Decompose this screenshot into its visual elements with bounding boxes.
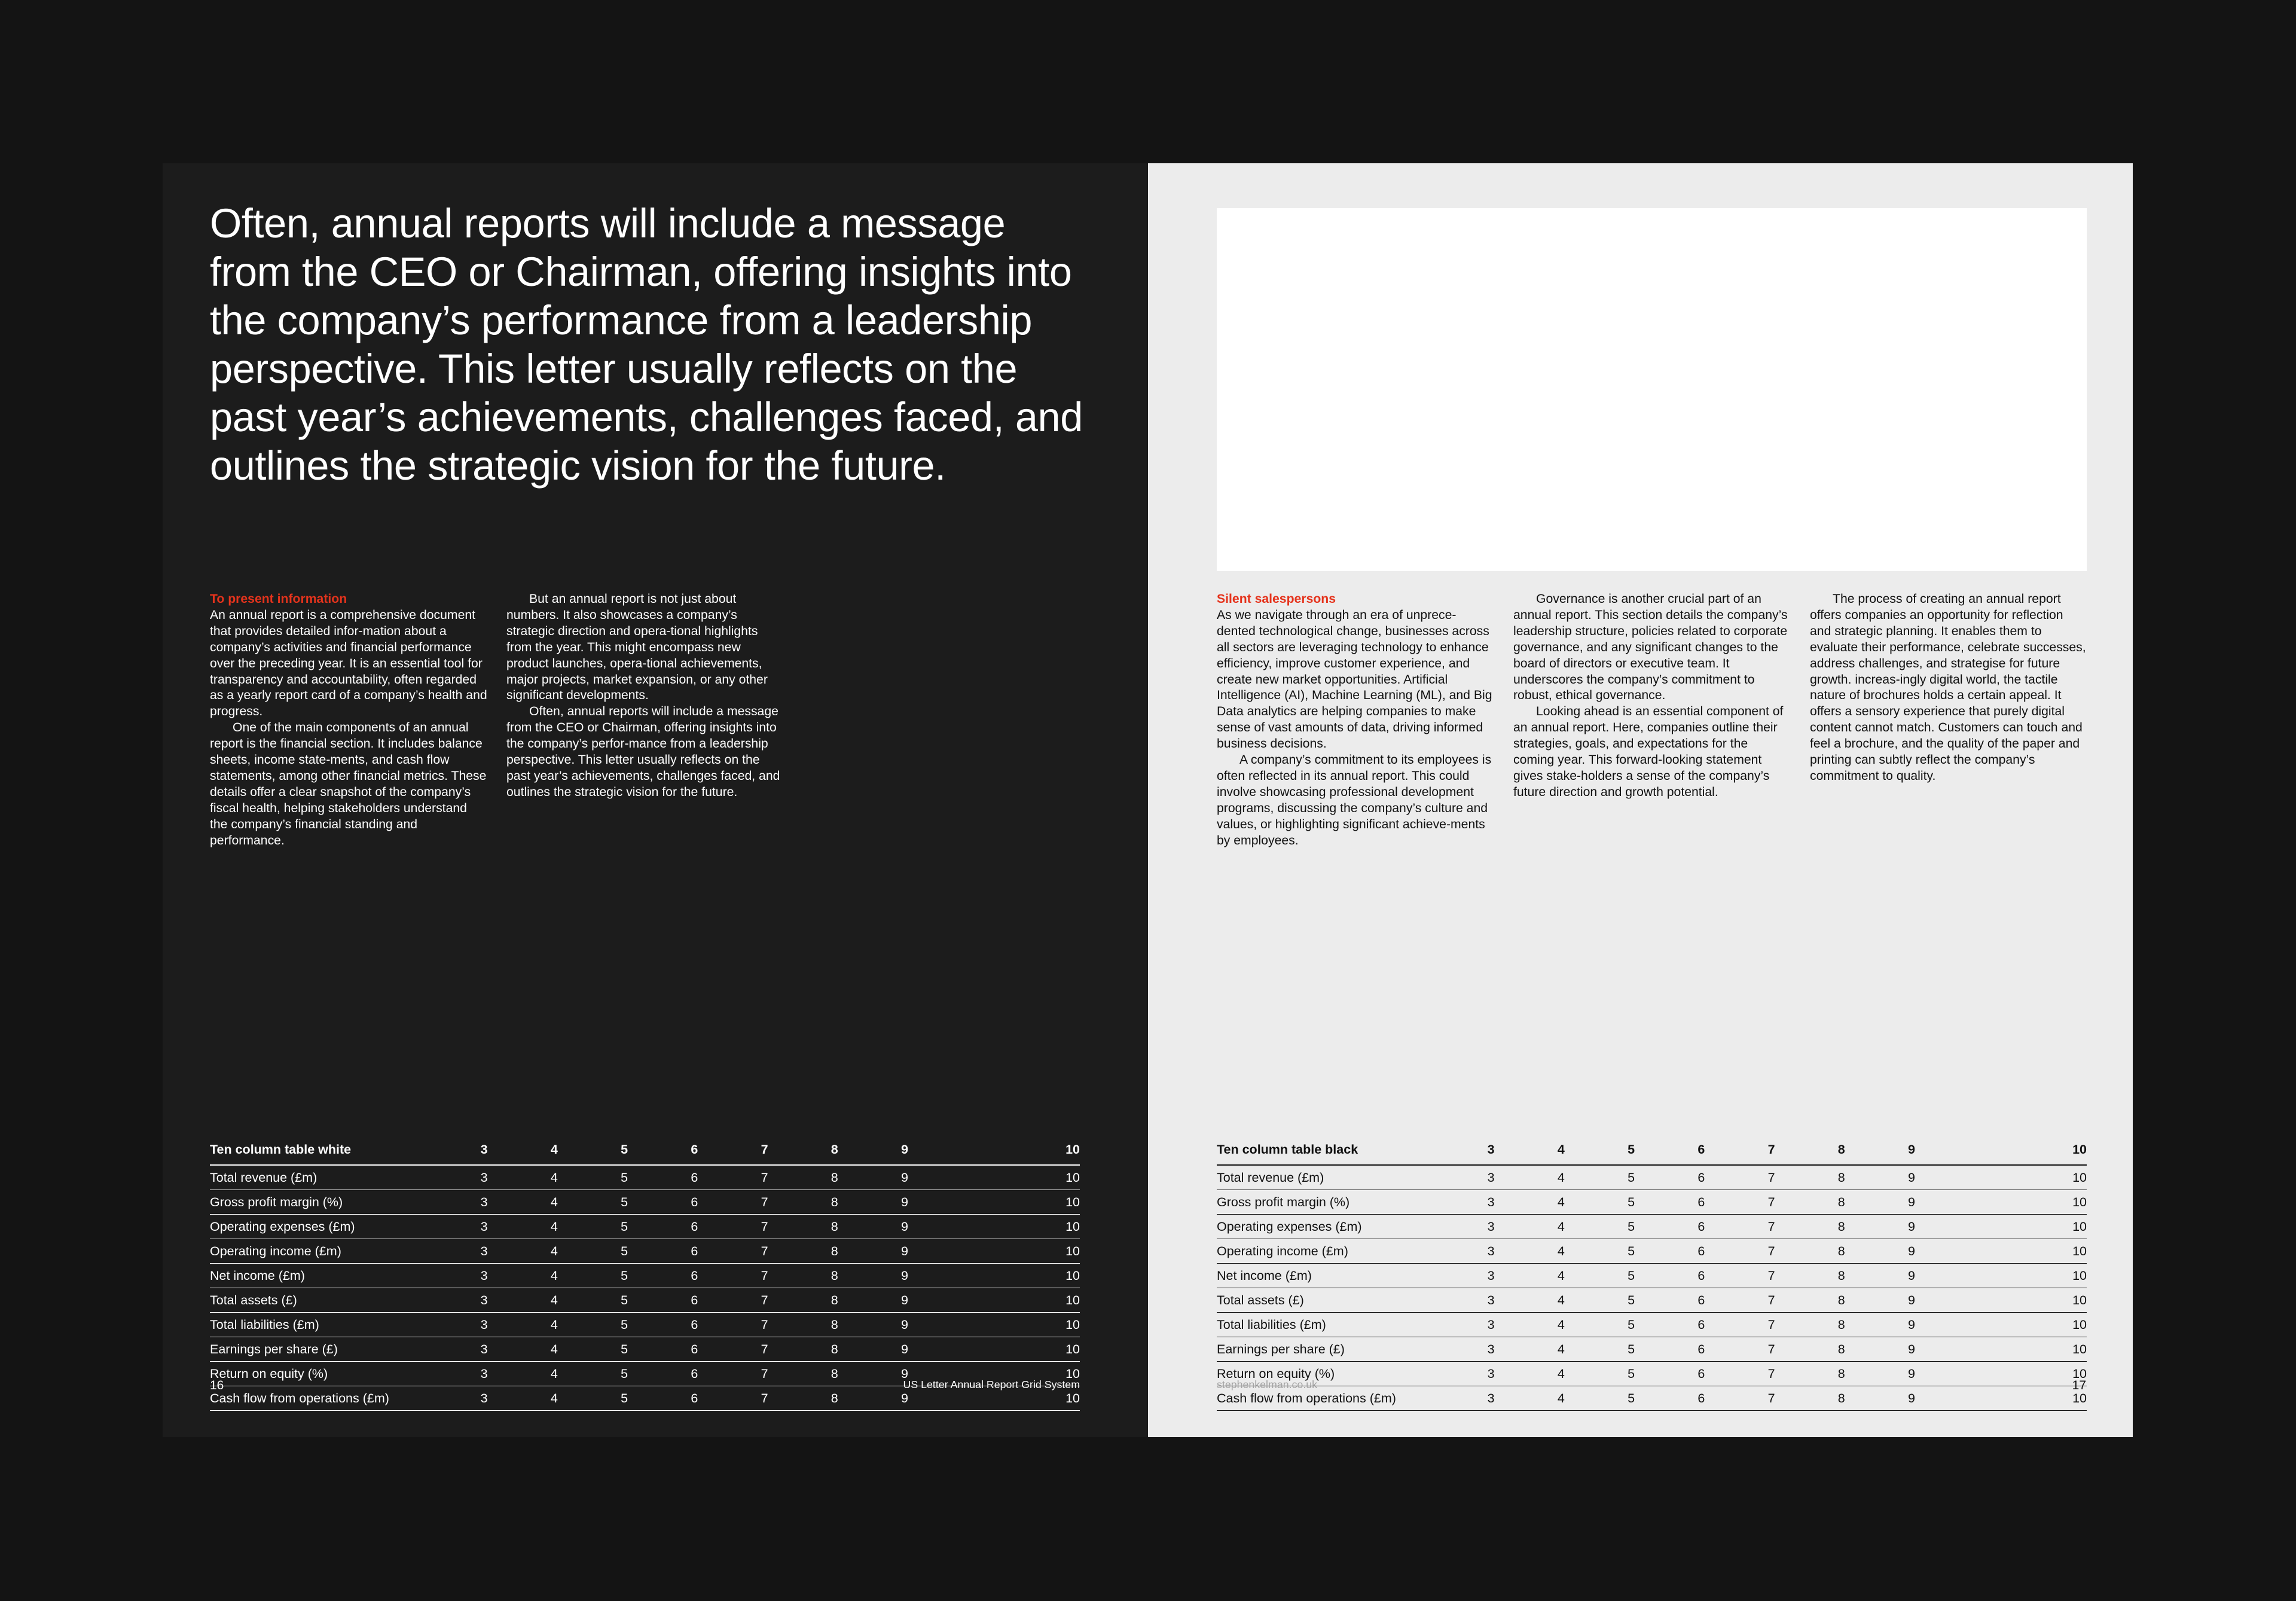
row-label: Total assets (£) (210, 1288, 449, 1313)
table-cell: 4 (1526, 1288, 1596, 1313)
table-cell: 8 (1806, 1239, 1876, 1264)
text-column-1 (1217, 591, 1494, 849)
table-cell: 5 (589, 1337, 659, 1362)
column-header: 8 (1806, 1135, 1876, 1165)
table-cell: 7 (729, 1337, 799, 1362)
right-page (1148, 163, 2133, 1437)
table-cell: 8 (799, 1386, 869, 1411)
table-cell: 5 (589, 1386, 659, 1411)
table-row (210, 1337, 1080, 1362)
table-cell: 4 (519, 1386, 589, 1411)
table-cell: 3 (1456, 1264, 1526, 1288)
table-cell: 6 (660, 1190, 729, 1215)
table-cell: 10 (1947, 1362, 2087, 1386)
table-cell: 6 (1666, 1386, 1736, 1411)
row-label: Earnings per share (£) (1217, 1337, 1456, 1362)
table-cell: 6 (1666, 1215, 1736, 1239)
column-header: 7 (729, 1135, 799, 1165)
paragraph: One of the main components of an annual report is the financial section. It includes balance sheets, income state-ments, and cash flow statements, among other financial metrics. These details offer a clear snapshot of the company’s fiscal health, helping stakeholders understand the company’s financial standing and performance. (210, 721, 487, 847)
table-row (1217, 1386, 2087, 1411)
page-number: 17 (2072, 1379, 2086, 1392)
row-label: Operating income (£m) (1217, 1239, 1456, 1264)
table-cell: 7 (1736, 1239, 1806, 1264)
table-row (210, 1165, 1080, 1190)
row-label: Operating expenses (£m) (1217, 1215, 1456, 1239)
table-cell: 8 (799, 1362, 869, 1386)
table-cell: 5 (1596, 1288, 1666, 1313)
table-cell: 6 (660, 1386, 729, 1411)
table-cell: 8 (1806, 1313, 1876, 1337)
table-cell: 10 (1947, 1239, 2087, 1264)
table-cell: 7 (1736, 1288, 1806, 1313)
column-header: 9 (869, 1135, 939, 1165)
table-header-row (1217, 1135, 2087, 1165)
table-cell: 10 (1947, 1264, 2087, 1288)
table-cell: 9 (1876, 1386, 1946, 1411)
table-cell: 3 (449, 1362, 519, 1386)
table-cell: 8 (799, 1313, 869, 1337)
row-label: Total liabilities (£m) (1217, 1313, 1456, 1337)
section-heading: Silent salespersons (1217, 592, 1336, 606)
row-label: Earnings per share (£) (210, 1337, 449, 1362)
table-cell: 8 (1806, 1165, 1876, 1190)
column-header: 4 (519, 1135, 589, 1165)
table-cell: 6 (1666, 1165, 1736, 1190)
paragraph: The process of creating an annual report offers companies an opportunity for reflection and strategic planning. It enables them to evaluate their performance, celebrate successes, address challenges, and strategise for future growth. increas-ingly digital world, the tactile nature of brochures holds a certain appeal. It offers a sensory experience that purely digital content cannot match. Customers can touch and feel a brochure, and the quality of the paper and printing can subtly reflect the company’s commitment to quality. (1810, 592, 2086, 783)
table-cell: 10 (940, 1190, 1080, 1215)
table-cell: 10 (1947, 1386, 2087, 1411)
row-label: Gross profit margin (%) (210, 1190, 449, 1215)
table-cell: 6 (660, 1264, 729, 1288)
table-row (210, 1288, 1080, 1313)
table-cell: 6 (1666, 1190, 1736, 1215)
table-cell: 5 (1596, 1386, 1666, 1411)
table-cell: 4 (1526, 1215, 1596, 1239)
paragraph: As we navigate through an era of unprece-dented technological change, businesses across all sectors are leveraging technology to enhance efficiency, improve customer experience, and create new market opportunities. Artificial Intelligence (AI), Machine Learning (ML), and Big Data analytics are helping companies to make sense of vast amounts of data, driving informed business decisions. (1217, 608, 1492, 751)
column-header: 10 (940, 1135, 1080, 1165)
table-cell: 5 (589, 1288, 659, 1313)
text-column-3 (1810, 591, 2087, 785)
table-cell: 5 (1596, 1264, 1666, 1288)
table-cell: 9 (869, 1165, 939, 1190)
table-cell: 6 (1666, 1239, 1736, 1264)
table-row (210, 1239, 1080, 1264)
table-cell: 9 (869, 1386, 939, 1411)
table-cell: 6 (1666, 1337, 1736, 1362)
row-label: Cash flow from operations (£m) (210, 1386, 449, 1411)
column-header: 3 (1456, 1135, 1526, 1165)
column-header: 6 (660, 1135, 729, 1165)
table-cell: 7 (729, 1288, 799, 1313)
table-cell: 9 (1876, 1288, 1946, 1313)
table-cell: 3 (1456, 1239, 1526, 1264)
table-cell: 3 (1456, 1190, 1526, 1215)
table-cell: 4 (519, 1239, 589, 1264)
row-label: Gross profit margin (%) (1217, 1190, 1456, 1215)
table-cell: 3 (1456, 1288, 1526, 1313)
table-cell: 10 (940, 1165, 1080, 1190)
table-cell: 9 (869, 1190, 939, 1215)
column-header: 7 (1736, 1135, 1806, 1165)
table-cell: 10 (1947, 1337, 2087, 1362)
table-cell: 3 (449, 1337, 519, 1362)
table-cell: 5 (589, 1313, 659, 1337)
table-cell: 5 (1596, 1313, 1666, 1337)
table-cell: 9 (869, 1313, 939, 1337)
table-cell: 4 (519, 1362, 589, 1386)
column-header: 6 (1666, 1135, 1736, 1165)
table-cell: 9 (1876, 1264, 1946, 1288)
table-cell: 8 (799, 1264, 869, 1288)
table-cell: 10 (940, 1264, 1080, 1288)
paragraph: But an annual report is not just about numbers. It also showcases a company’s strategic direction and opera-tional highlights from the year. This might encompass new product launches, opera-tional achievements, major projects, market expansion, or any other significant developments. (506, 592, 768, 703)
table-cell: 8 (1806, 1215, 1876, 1239)
table-cell: 10 (1947, 1313, 2087, 1337)
table-cell: 9 (869, 1264, 939, 1288)
paragraph: A company’s commitment to its employees is often reflected in its annual report. This could involve showcasing professional development programs, discussing the company’s culture and values, or highlighting significant achieve-ments by employees. (1217, 753, 1492, 847)
table-cell: 3 (1456, 1337, 1526, 1362)
table-row (1217, 1264, 2087, 1288)
table-cell: 9 (1876, 1362, 1946, 1386)
table-cell: 4 (1526, 1190, 1596, 1215)
table-cell: 9 (1876, 1313, 1946, 1337)
row-label: Return on equity (%) (1217, 1362, 1456, 1386)
table-cell: 8 (1806, 1362, 1876, 1386)
table-cell: 9 (869, 1337, 939, 1362)
paragraph: Often, annual reports will include a message from the CEO or Chairman, offering insights into the company’s perfor-mance from a leadership perspective. This letter usually reflects on the past year’s achievements, challenges faced, and outlines the strategic vision for the future. (506, 705, 780, 799)
table-cell: 7 (729, 1239, 799, 1264)
website-link[interactable]: stephenkelman.co.uk (1217, 1379, 1318, 1390)
table-row (1217, 1215, 2087, 1239)
row-label: Return on equity (%) (210, 1362, 449, 1386)
table-cell: 3 (1456, 1165, 1526, 1190)
table-cell: 6 (660, 1288, 729, 1313)
table-cell: 5 (589, 1190, 659, 1215)
table-cell: 5 (1596, 1239, 1666, 1264)
table-cell: 3 (449, 1313, 519, 1337)
table-cell: 3 (449, 1386, 519, 1411)
text-column-1 (210, 591, 487, 849)
table-cell: 4 (519, 1313, 589, 1337)
table-cell: 3 (449, 1190, 519, 1215)
table-cell: 8 (1806, 1190, 1876, 1215)
table-cell: 8 (1806, 1337, 1876, 1362)
text-column-2 (1513, 591, 1791, 801)
table-cell: 3 (449, 1215, 519, 1239)
row-label: Net income (£m) (210, 1264, 449, 1288)
table-cell: 8 (1806, 1386, 1876, 1411)
table-cell: 5 (1596, 1215, 1666, 1239)
table-cell: 7 (1736, 1362, 1806, 1386)
table-row (1217, 1190, 2087, 1215)
table-cell: 8 (799, 1165, 869, 1190)
table-cell: 3 (1456, 1215, 1526, 1239)
table-cell: 10 (940, 1239, 1080, 1264)
table-cell: 4 (519, 1190, 589, 1215)
table-cell: 7 (1736, 1386, 1806, 1411)
table-cell: 3 (449, 1288, 519, 1313)
table-cell: 6 (660, 1313, 729, 1337)
column-header: 4 (1526, 1135, 1596, 1165)
table-cell: 10 (1947, 1190, 2087, 1215)
table-row (1217, 1362, 2087, 1386)
table-cell: 4 (1526, 1239, 1596, 1264)
table-cell: 6 (660, 1337, 729, 1362)
table-cell: 4 (519, 1215, 589, 1239)
table-cell: 8 (799, 1215, 869, 1239)
row-label: Operating income (£m) (210, 1239, 449, 1264)
table-cell: 5 (589, 1362, 659, 1386)
table-cell: 4 (1526, 1386, 1596, 1411)
paragraph: An annual report is a comprehensive document that provides detailed infor-mation about a company’s activities and financial performance over the preceding year. It is an essential tool for transparency and accountability, often regarded as a yearly report card of a company’s health and progress. (210, 608, 487, 719)
table-cell: 10 (940, 1215, 1080, 1239)
footer-title: US Letter Annual Report Grid System (903, 1379, 1080, 1390)
table-row (210, 1313, 1080, 1337)
row-label: Total assets (£) (1217, 1288, 1456, 1313)
column-header: 5 (1596, 1135, 1666, 1165)
table-cell: 5 (589, 1215, 659, 1239)
column-header: 3 (449, 1135, 519, 1165)
table-row (210, 1264, 1080, 1288)
table-cell: 6 (660, 1165, 729, 1190)
table-cell: 5 (1596, 1165, 1666, 1190)
table-cell: 10 (1947, 1165, 2087, 1190)
table-cell: 10 (940, 1337, 1080, 1362)
table-cell: 6 (1666, 1264, 1736, 1288)
table-row (1217, 1337, 2087, 1362)
column-header: 9 (1876, 1135, 1946, 1165)
paragraph: Looking ahead is an essential component of an annual report. Here, companies outline their strategies, goals, and expectations for the coming year. This forward-looking statement gives stake-holders a sense of the company’s future direction and growth potential. (1513, 705, 1784, 799)
table-row (1217, 1288, 2087, 1313)
table-cell: 7 (729, 1386, 799, 1411)
table-cell: 8 (1806, 1264, 1876, 1288)
table-cell: 4 (519, 1165, 589, 1190)
table-cell: 4 (1526, 1313, 1596, 1337)
table-cell: 9 (869, 1239, 939, 1264)
row-label: Total revenue (£m) (1217, 1165, 1456, 1190)
text-column-2 (506, 591, 784, 801)
table-cell: 7 (729, 1264, 799, 1288)
table-cell: 7 (1736, 1313, 1806, 1337)
page-number: 16 (210, 1379, 224, 1392)
table-cell: 8 (799, 1190, 869, 1215)
table-cell: 10 (940, 1362, 1080, 1386)
table-cell: 7 (1736, 1215, 1806, 1239)
table-cell: 5 (589, 1239, 659, 1264)
section-heading: To present information (210, 592, 347, 606)
table-cell: 7 (729, 1215, 799, 1239)
table-cell: 7 (729, 1190, 799, 1215)
table-cell: 4 (1526, 1165, 1596, 1190)
table-cell: 6 (1666, 1288, 1736, 1313)
table-row (210, 1190, 1080, 1215)
table-cell: 4 (519, 1337, 589, 1362)
data-table-black (1217, 1135, 2087, 1411)
image-placeholder (1217, 208, 2087, 571)
table-cell: 7 (1736, 1190, 1806, 1215)
table-cell: 10 (940, 1313, 1080, 1337)
table-cell: 4 (519, 1264, 589, 1288)
table-cell: 9 (1876, 1239, 1946, 1264)
table-cell: 9 (1876, 1337, 1946, 1362)
table-cell: 6 (660, 1239, 729, 1264)
table-cell: 7 (729, 1165, 799, 1190)
table-cell: 3 (449, 1165, 519, 1190)
table-cell: 3 (1456, 1313, 1526, 1337)
row-label: Net income (£m) (1217, 1264, 1456, 1288)
left-page (163, 163, 1148, 1437)
table-cell: 8 (799, 1288, 869, 1313)
column-header: 8 (799, 1135, 869, 1165)
table-cell: 4 (1526, 1337, 1596, 1362)
table-cell: 8 (799, 1337, 869, 1362)
table-cell: 10 (940, 1288, 1080, 1313)
table-title: Ten column table white (210, 1135, 449, 1165)
table-cell: 6 (1666, 1362, 1736, 1386)
table-header-row (210, 1135, 1080, 1165)
table-cell: 10 (1947, 1288, 2087, 1313)
table-cell: 6 (1666, 1313, 1736, 1337)
table-cell: 4 (1526, 1264, 1596, 1288)
table-cell: 9 (869, 1362, 939, 1386)
row-label: Cash flow from operations (£m) (1217, 1386, 1456, 1411)
table-cell: 4 (1526, 1362, 1596, 1386)
table-cell: 7 (1736, 1337, 1806, 1362)
paragraph: Governance is another crucial part of an annual report. This section details the company’s leadership structure, policies related to corporate governance, and any significant changes to the board of directors or executive team. It underscores the company’s commitment to robust, ethical governance. (1513, 592, 1788, 703)
table-cell: 5 (589, 1264, 659, 1288)
table-cell: 10 (940, 1386, 1080, 1411)
column-header: 5 (589, 1135, 659, 1165)
table-cell: 9 (1876, 1165, 1946, 1190)
table-cell: 9 (869, 1215, 939, 1239)
table-row (210, 1215, 1080, 1239)
table-cell: 9 (1876, 1215, 1946, 1239)
table-title: Ten column table black (1217, 1135, 1456, 1165)
table-cell: 7 (1736, 1264, 1806, 1288)
table-cell: 3 (1456, 1386, 1526, 1411)
table-cell: 7 (729, 1362, 799, 1386)
table-cell: 4 (519, 1288, 589, 1313)
table-cell: 5 (1596, 1190, 1666, 1215)
table-row (1217, 1165, 2087, 1190)
row-label: Total liabilities (£m) (210, 1313, 449, 1337)
table-cell: 8 (1806, 1288, 1876, 1313)
table-cell: 10 (1947, 1215, 2087, 1239)
table-cell: 9 (869, 1288, 939, 1313)
table-cell: 5 (589, 1165, 659, 1190)
table-cell: 3 (449, 1264, 519, 1288)
table-cell: 7 (729, 1313, 799, 1337)
page-headline: Often, annual reports will include a message from the CEO or Chairman, offering insights into the company’s performance from a leadership perspective. This letter usually reflects on the past year’s achievements, challenges faced, and outlines the strategic vision for the future. (210, 200, 1083, 489)
table-cell: 9 (1876, 1190, 1946, 1215)
table-cell: 7 (1736, 1165, 1806, 1190)
table-row (1217, 1239, 2087, 1264)
table-cell: 5 (1596, 1362, 1666, 1386)
table-row (1217, 1313, 2087, 1337)
table-cell: 8 (799, 1239, 869, 1264)
row-label: Operating expenses (£m) (210, 1215, 449, 1239)
column-header: 10 (1947, 1135, 2087, 1165)
row-label: Total revenue (£m) (210, 1165, 449, 1190)
table-cell: 6 (660, 1362, 729, 1386)
table-cell: 3 (1456, 1362, 1526, 1386)
table-cell: 3 (449, 1239, 519, 1264)
table-cell: 5 (1596, 1337, 1666, 1362)
table-cell: 6 (660, 1215, 729, 1239)
data-table-white (210, 1135, 1080, 1411)
